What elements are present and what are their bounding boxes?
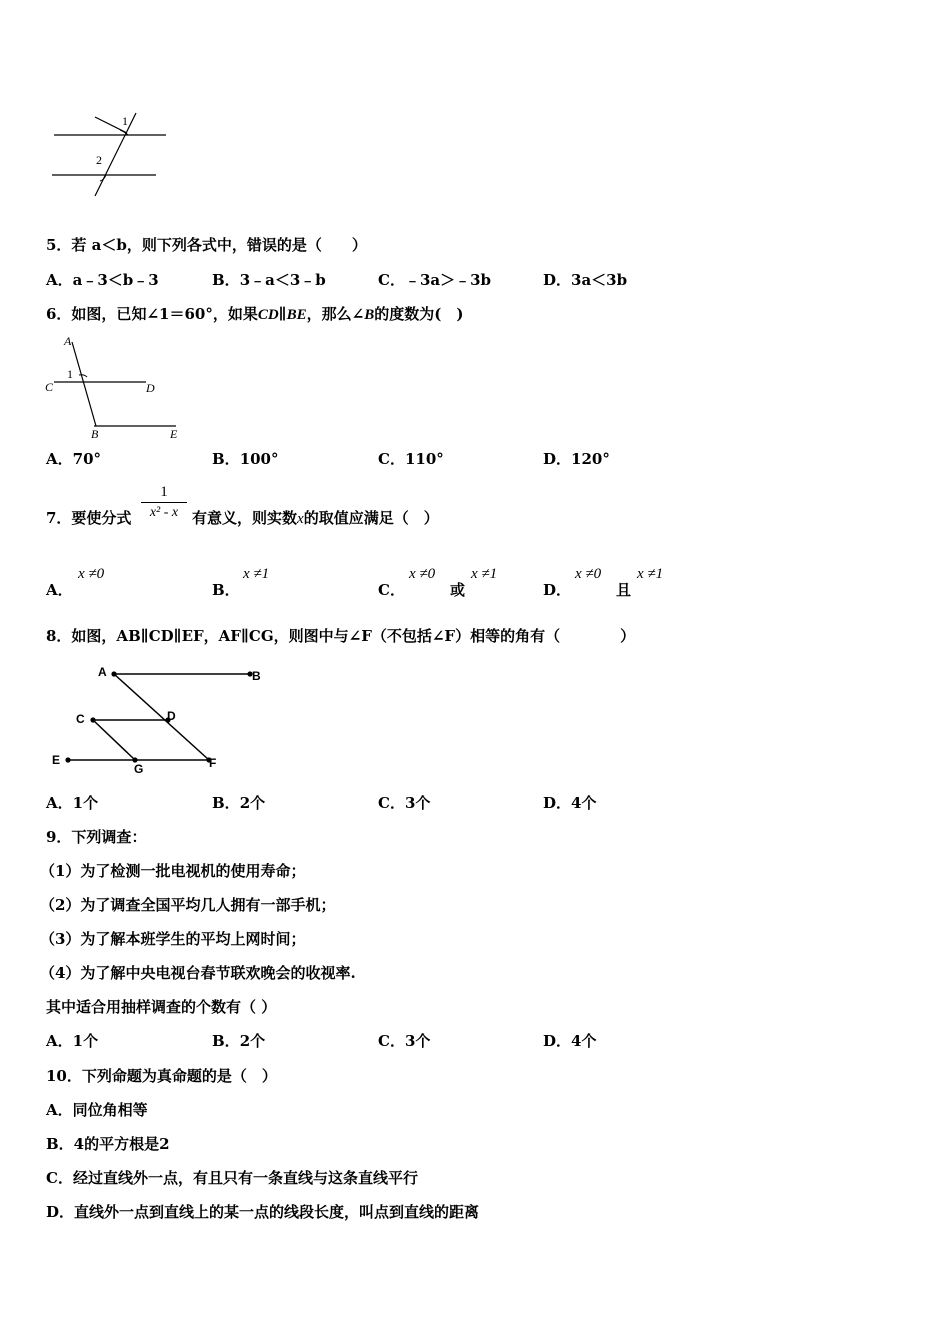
option-text: 3个 [404, 794, 431, 812]
q9-option-d [543, 1031, 596, 1051]
q5-option-d [543, 270, 627, 290]
label-c: C [76, 712, 85, 726]
q6-stem [46, 304, 463, 325]
option-text: 110° [404, 450, 444, 468]
q9-option-a [46, 1031, 98, 1051]
q6-option-a [46, 449, 101, 469]
option-letter: D． [543, 794, 572, 812]
line-ab [72, 342, 96, 426]
q7-option-a-math: x ≠0 [78, 566, 105, 582]
q7-stem-part-a: 7．要使分式 [46, 509, 132, 527]
label-e: E [52, 753, 61, 767]
option-letter: A． [46, 1032, 73, 1050]
q6-var-be: BE [286, 307, 307, 323]
option-letter: A． [46, 271, 73, 289]
q9-item-2: （2）为了调查全国平均几人拥有一部手机； [40, 896, 336, 914]
q6-option-d [543, 449, 610, 469]
option-text: 3﹣a＜3﹣b [239, 271, 326, 289]
label-1: 1 [67, 367, 73, 381]
option-text: 3个 [404, 1032, 431, 1050]
label-e: E [170, 427, 178, 440]
q7-option-c-math1: x ≠0 [409, 566, 436, 582]
point-e [65, 757, 70, 762]
q5-stem: 5．若 a＜b，则下列各式中，错误的是（ ） [46, 236, 367, 254]
q9-item-4: （4）为了解中央电视台春节联欢晚会的收视率. [40, 964, 356, 982]
option-text: 100° [239, 450, 279, 468]
label-g: G [134, 762, 144, 776]
q9-option-b [212, 1031, 265, 1051]
q8-stem: 8．如图，AB∥CD∥EF，AF∥CG，则图中与∠F（不包括∠F）相等的角有（ ） [46, 627, 636, 645]
q7-option-d-letter: D． [543, 581, 572, 599]
label-b: B [91, 427, 99, 440]
q7-stem-rest [192, 508, 439, 529]
q7-option-d-math2: x ≠1 [637, 566, 664, 582]
option-text: 2个 [239, 1032, 266, 1050]
q8-option-c [378, 793, 430, 813]
q8-option-b [212, 793, 265, 813]
q6-var-cd: CD [257, 307, 279, 323]
option-text: 4个 [571, 1032, 597, 1050]
option-text: a﹣3＜b﹣3 [72, 271, 159, 289]
option-text: 3a＜3b [571, 271, 628, 289]
label-d: D [167, 709, 176, 723]
q7-stem-part-c: 的取值应满足（ ） [303, 509, 439, 527]
option-text: 1个 [72, 794, 99, 812]
q8-option-d [543, 793, 596, 813]
option-letter: A． [46, 450, 73, 468]
angle-2-arc [100, 175, 106, 181]
q7-option-c-math2: x ≠1 [471, 566, 498, 582]
option-letter: D． [543, 450, 572, 468]
q10-stem: 10．下列命题为真命题的是（ ） [46, 1067, 277, 1085]
fraction-denominator: x² - x [149, 505, 179, 520]
option-text: 4个 [571, 794, 597, 812]
q7-option-d-conj: 且 [616, 581, 632, 599]
figure-q8 [46, 660, 276, 780]
label-a: A [64, 335, 72, 348]
q7-fraction [139, 482, 189, 523]
label-d: D [146, 381, 155, 395]
option-text: 120° [571, 450, 610, 468]
option-letter: D． [543, 1032, 572, 1050]
q6-stem-part-b: ，那么∠ [306, 305, 365, 323]
option-letter: B． [212, 271, 240, 289]
option-letter: B． [212, 1032, 240, 1050]
angle-1-label: 1 [122, 114, 128, 128]
option-letter: C． [378, 794, 405, 812]
option-letter: B． [212, 450, 240, 468]
q5-option-a [46, 270, 159, 290]
option-letter: C． [378, 271, 405, 289]
q10-option-b: B．4的平方根是2 [46, 1135, 170, 1153]
label-b: B [252, 669, 261, 683]
segment-cg [93, 720, 135, 760]
q7-option-c-conj: 或 [450, 581, 466, 599]
option-text: ﹣3a＞﹣3b [404, 271, 492, 289]
point-a [111, 671, 116, 676]
q6-stem-part-a: 6．如图，已知∠1＝60°，如果 [46, 305, 258, 323]
fraction-numerator: 1 [160, 484, 168, 500]
q7-option-c-letter: C． [378, 581, 405, 599]
option-letter: C． [378, 450, 405, 468]
angle-1-arc [79, 375, 87, 377]
q9-question: 其中适合用抽样调查的个数有（ ） [46, 998, 277, 1016]
q6-var-b: B [364, 307, 375, 323]
q10-option-c: C．经过直线外一点，有且只有一条直线与这条直线平行 [46, 1169, 418, 1187]
option-letter: C． [378, 1032, 405, 1050]
label-c: C [45, 380, 54, 394]
q10-option-d: D．直线外一点到直线上的某一点的线段长度，叫点到直线的距离 [46, 1203, 480, 1221]
q7-stem-part-b: 有意义，则实数 [192, 509, 298, 527]
option-text: 70° [72, 450, 102, 468]
option-letter: D． [543, 271, 572, 289]
q7-var-x: x [297, 511, 304, 527]
figure-parallel-lines-angles [48, 108, 173, 203]
angle-2-label: 2 [96, 153, 102, 167]
q9-item-1: （1）为了检测一批电视机的使用寿命； [40, 862, 306, 880]
point-c [90, 717, 95, 722]
q9-stem: 9．下列调查： [46, 828, 147, 846]
q7-option-b-letter: B． [212, 581, 240, 599]
segment-af [114, 674, 209, 760]
label-f: F [209, 756, 217, 770]
figure-q6 [42, 335, 192, 440]
q8-option-a [46, 793, 98, 813]
option-letter: B． [212, 794, 240, 812]
q5-option-c [378, 270, 491, 290]
q7-option-b-math: x ≠1 [243, 566, 270, 582]
q6-parallel-sign: ∥ [278, 305, 287, 323]
option-letter: A． [46, 794, 73, 812]
q6-option-b [212, 449, 279, 469]
q9-option-c [378, 1031, 430, 1051]
q10-option-a: A．同位角相等 [46, 1101, 148, 1119]
option-text: 2个 [239, 794, 266, 812]
q7-option-d-math1: x ≠0 [575, 566, 602, 582]
q6-stem-part-c: 的度数为( ) [374, 305, 464, 323]
q9-item-3: （3）为了解本班学生的平均上网时间； [40, 930, 306, 948]
q5-option-b [212, 270, 326, 290]
option-text: 1个 [72, 1032, 99, 1050]
label-a: A [98, 665, 107, 679]
q7-option-a-letter: A． [46, 581, 73, 599]
q6-option-c [378, 449, 444, 469]
